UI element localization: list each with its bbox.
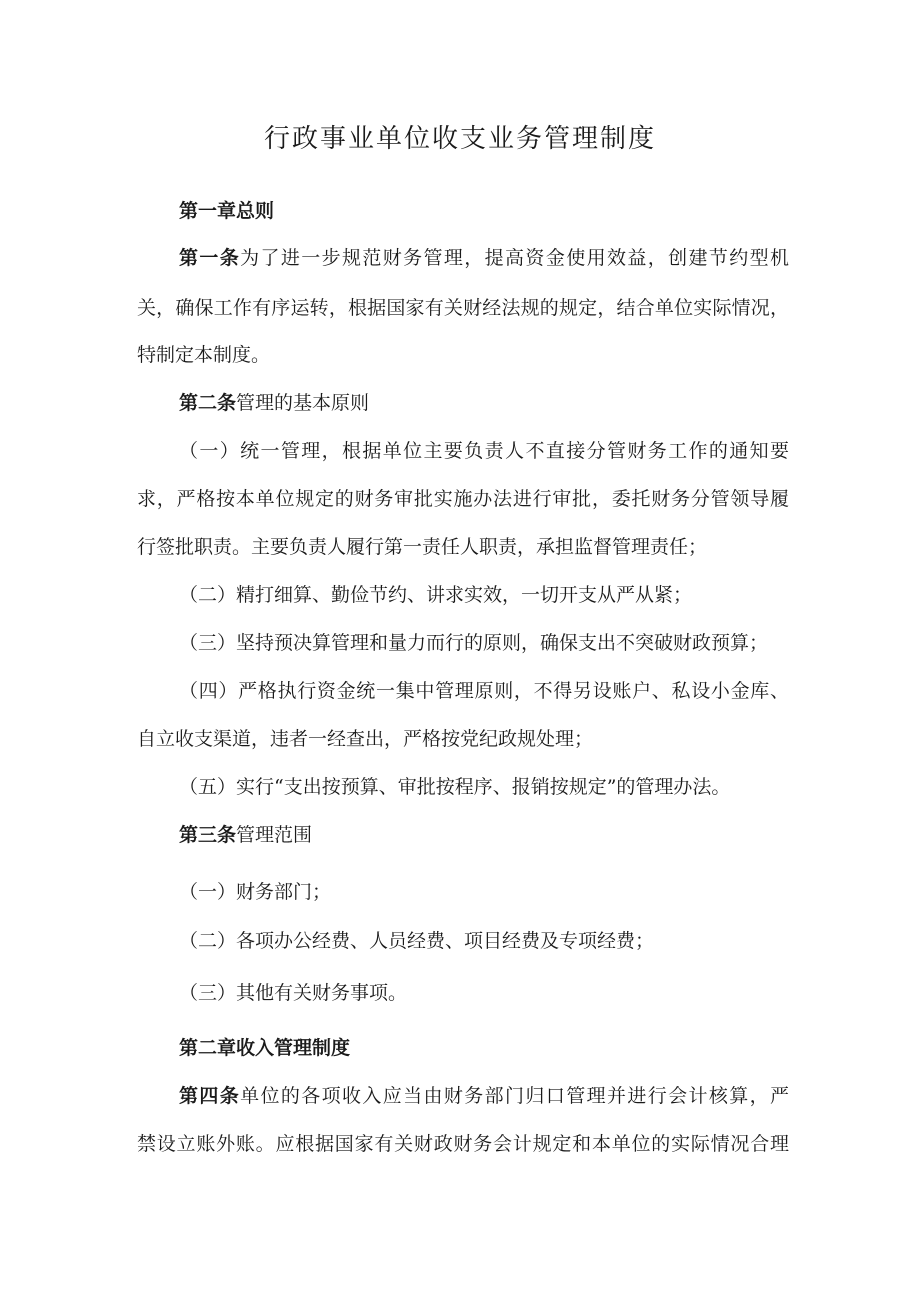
article-1-line-3: 特制定本制度。	[137, 344, 271, 366]
article-1-text: 为了进一步规范财务管理，提高资金使用效益，创建节约型机	[240, 247, 789, 269]
principle-4-line-1: （四）严格执行资金统一集中管理原则，不得另设账户、私设小金库、	[179, 680, 789, 702]
article-4-label: 第四条	[179, 1085, 241, 1107]
principle-1-line-1: （一）统一管理，根据单位主要负责人不直接分管财务工作的通知要	[179, 440, 789, 462]
scope-1: （一）财务部门；	[179, 881, 332, 903]
article-4-line-1	[179, 1083, 789, 1109]
scope-2: （二）各项办公经费、人员经费、项目经费及专项经费；	[179, 930, 655, 952]
principle-3: （三）坚持预决算管理和量力而行的原则，确保支出不突破财政预算；	[179, 632, 769, 654]
article-2-heading	[179, 390, 369, 416]
scope-3: （三）其他有关财务事项。	[179, 982, 408, 1004]
article-1-line-1	[179, 245, 789, 271]
chapter-2-heading: 第二章收入管理制度	[179, 1037, 351, 1059]
article-3-heading	[179, 822, 312, 848]
article-4-text: 单位的各项收入应当由财务部门归口管理并进行会计核算，严	[240, 1085, 789, 1107]
document-title: 行政事业单位收支业务管理制度	[263, 124, 656, 154]
article-4-line-2: 禁设立账外账。应根据国家有关财政财务会计规定和本单位的实际情况合理	[137, 1133, 789, 1155]
article-2-label: 第二条	[179, 392, 237, 414]
article-1-line-2: 关，确保工作有序运转，根据国家有关财经法规的规定，结合单位实际情况，	[137, 297, 789, 319]
principle-2: （二）精打细算、勤俭节约、讲求实效，一切开支从严从紧；	[179, 584, 693, 606]
article-3-text: 管理范围	[236, 824, 313, 846]
principle-4-line-2: 自立收支渠道，违者一经查出，严格按党纪政规处理；	[137, 728, 594, 750]
article-3-label: 第三条	[179, 824, 237, 846]
chapter-1-heading: 第一章总则	[179, 200, 275, 222]
article-2-text: 管理的基本原则	[236, 392, 370, 414]
article-1-label: 第一条	[179, 247, 241, 269]
principle-1-line-3: 行签批职责。主要负责人履行第一责任人职责，承担监督管理责任；	[137, 536, 708, 558]
principle-1-line-2: 求，严格按本单位规定的财务审批实施办法进行审批，委托财务分管领导履	[137, 488, 789, 510]
principle-5: （五）实行“支出按预算、审批按程序、报销按规定”的管理办法。	[179, 776, 731, 798]
